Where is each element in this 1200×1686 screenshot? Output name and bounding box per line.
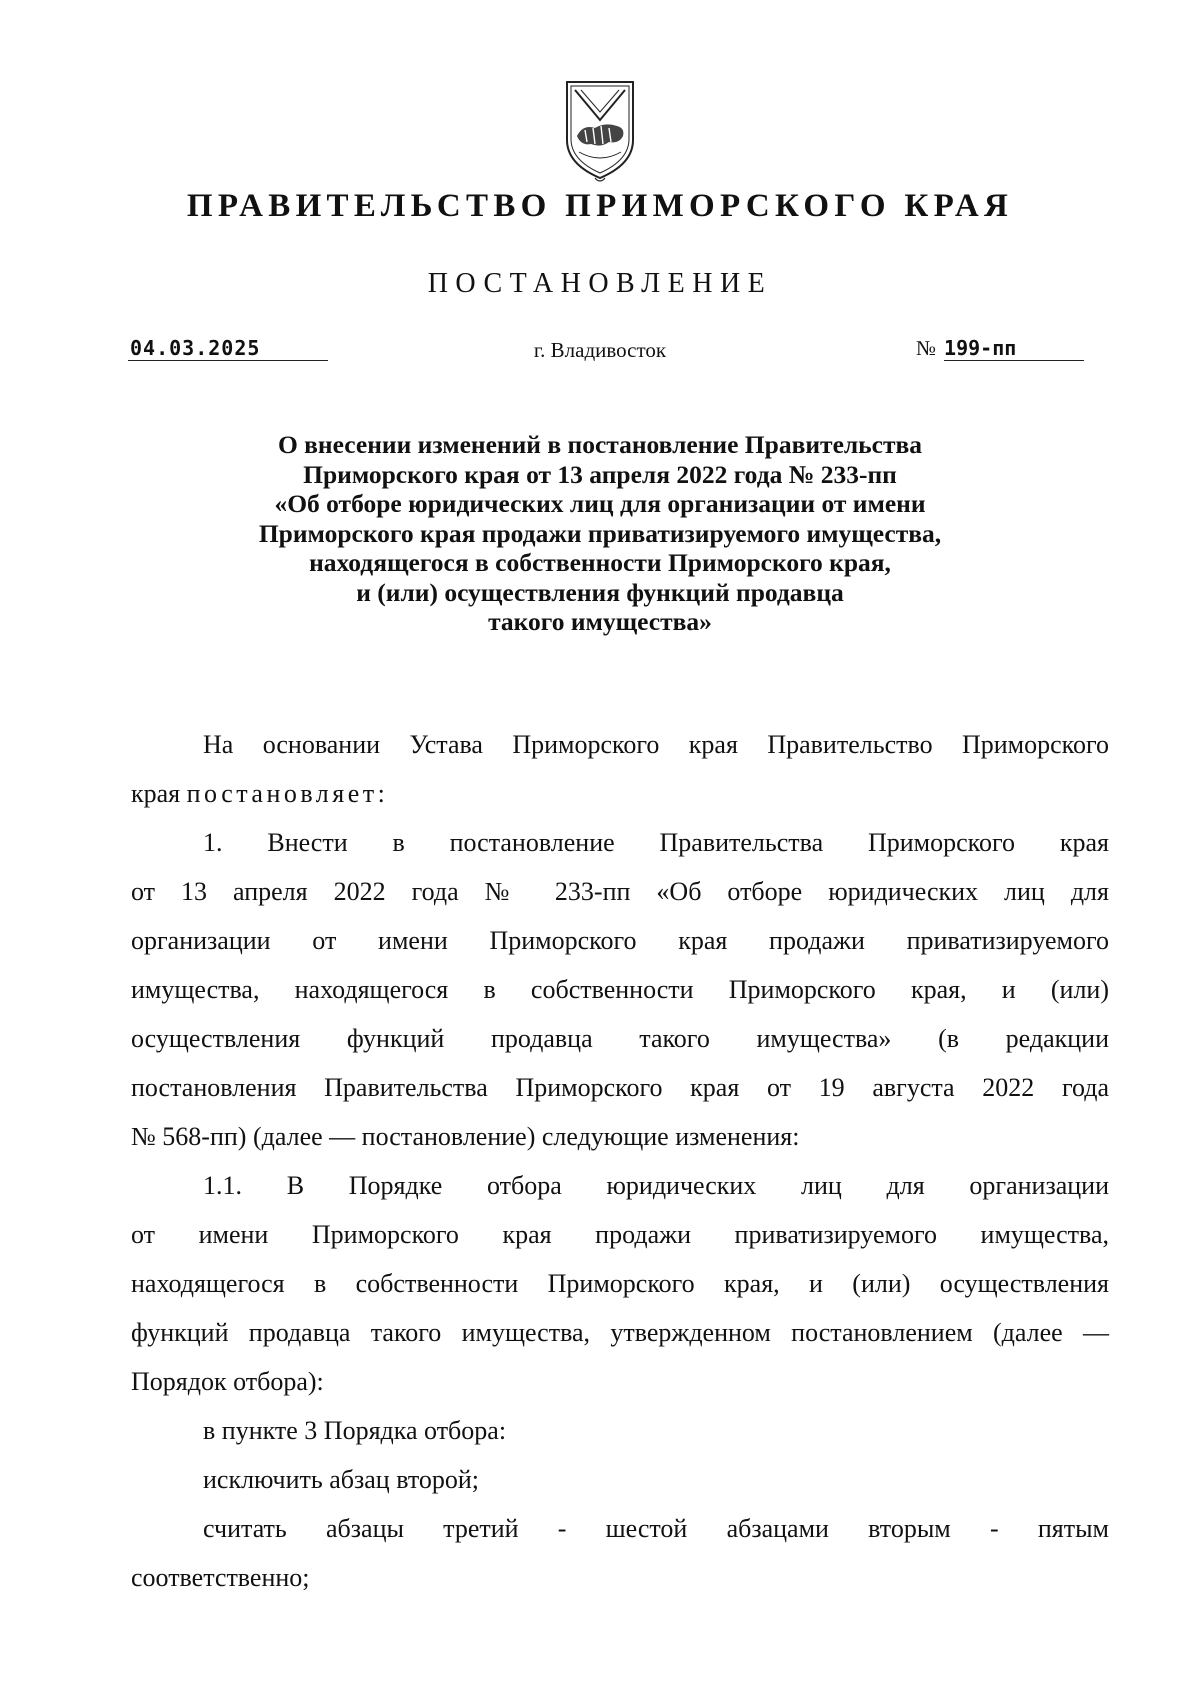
body-word: края <box>131 779 181 808</box>
body-line: находящегося в собственности Приморского края, и (или) осуществления <box>131 1269 1109 1298</box>
body-line: № 568-пп) (далее — постановление) следующие изменения: <box>131 1122 800 1151</box>
number-sign: № <box>916 336 937 360</box>
subject-line: «Об отборе юридических лиц для организации от имени <box>274 489 926 518</box>
body-line: На основании Устава Приморского края Правительство Приморского <box>203 730 1109 759</box>
body-line: Порядок отбора): <box>131 1367 324 1396</box>
subject-line: О внесении изменений в постановление Правительства <box>277 430 923 459</box>
subject-line: находящегося в собственности Приморского края, <box>309 548 891 577</box>
subject-line: и (или) осуществления функций продавца <box>356 577 844 607</box>
body-line: 1.1. В Порядке отбора юридических лиц для организации <box>203 1171 1109 1200</box>
body-line: имущества, находящегося в собственности Приморского края, и (или) <box>131 975 1109 1004</box>
body-line: считать абзацы третий - шестой абзацами вторым - пятым <box>203 1514 1109 1543</box>
body-line: от 13 апреля 2022 года № 233-пп «Об отборе юридических лиц для <box>131 877 1109 906</box>
document-number-block <box>916 336 1096 361</box>
subject-line: Приморского края продажи приватизируемого имущества, <box>258 518 942 548</box>
body-line: в пункте 3 Порядка отбора: <box>203 1416 507 1445</box>
body-line <box>131 779 388 809</box>
body-line: осуществления функций продавца такого имущества» (в редакции <box>131 1024 1109 1053</box>
body-line: постановления Правительства Приморского края от 19 августа 2022 года <box>131 1073 1109 1102</box>
subject-line: такого имущества» <box>488 607 712 636</box>
document-city: г. Владивосток <box>533 338 667 362</box>
document-meta <box>0 336 1200 376</box>
document-type: ПОСТАНОВЛЕНИЕ <box>427 268 773 299</box>
document-date: 04.03.2025 <box>128 336 328 361</box>
body-line: организации от имени Приморского края продажи приватизируемого <box>131 926 1109 955</box>
body-line: функций продавца такого имущества, утвержденном постановлением (далее — <box>131 1318 1109 1347</box>
body-line: 1. Внести в постановление Правительства Приморского края <box>203 828 1109 857</box>
document-number: 199-пп <box>944 336 1084 361</box>
coat-of-arms-icon <box>565 78 635 186</box>
body-line: соответственно; <box>131 1563 310 1592</box>
body-line: от имени Приморского края продажи приватизируемого имущества, <box>131 1220 1109 1249</box>
resolves-word: постановляет: <box>186 779 389 808</box>
subject-line: Приморского края от 13 апреля 2022 года № 233-пп <box>303 459 897 489</box>
government-title: ПРАВИТЕЛЬСТВО ПРИМОРСКОГО КРАЯ <box>186 188 1014 224</box>
document-subject <box>0 430 1200 637</box>
body-line: исключить абзац второй; <box>203 1465 479 1494</box>
